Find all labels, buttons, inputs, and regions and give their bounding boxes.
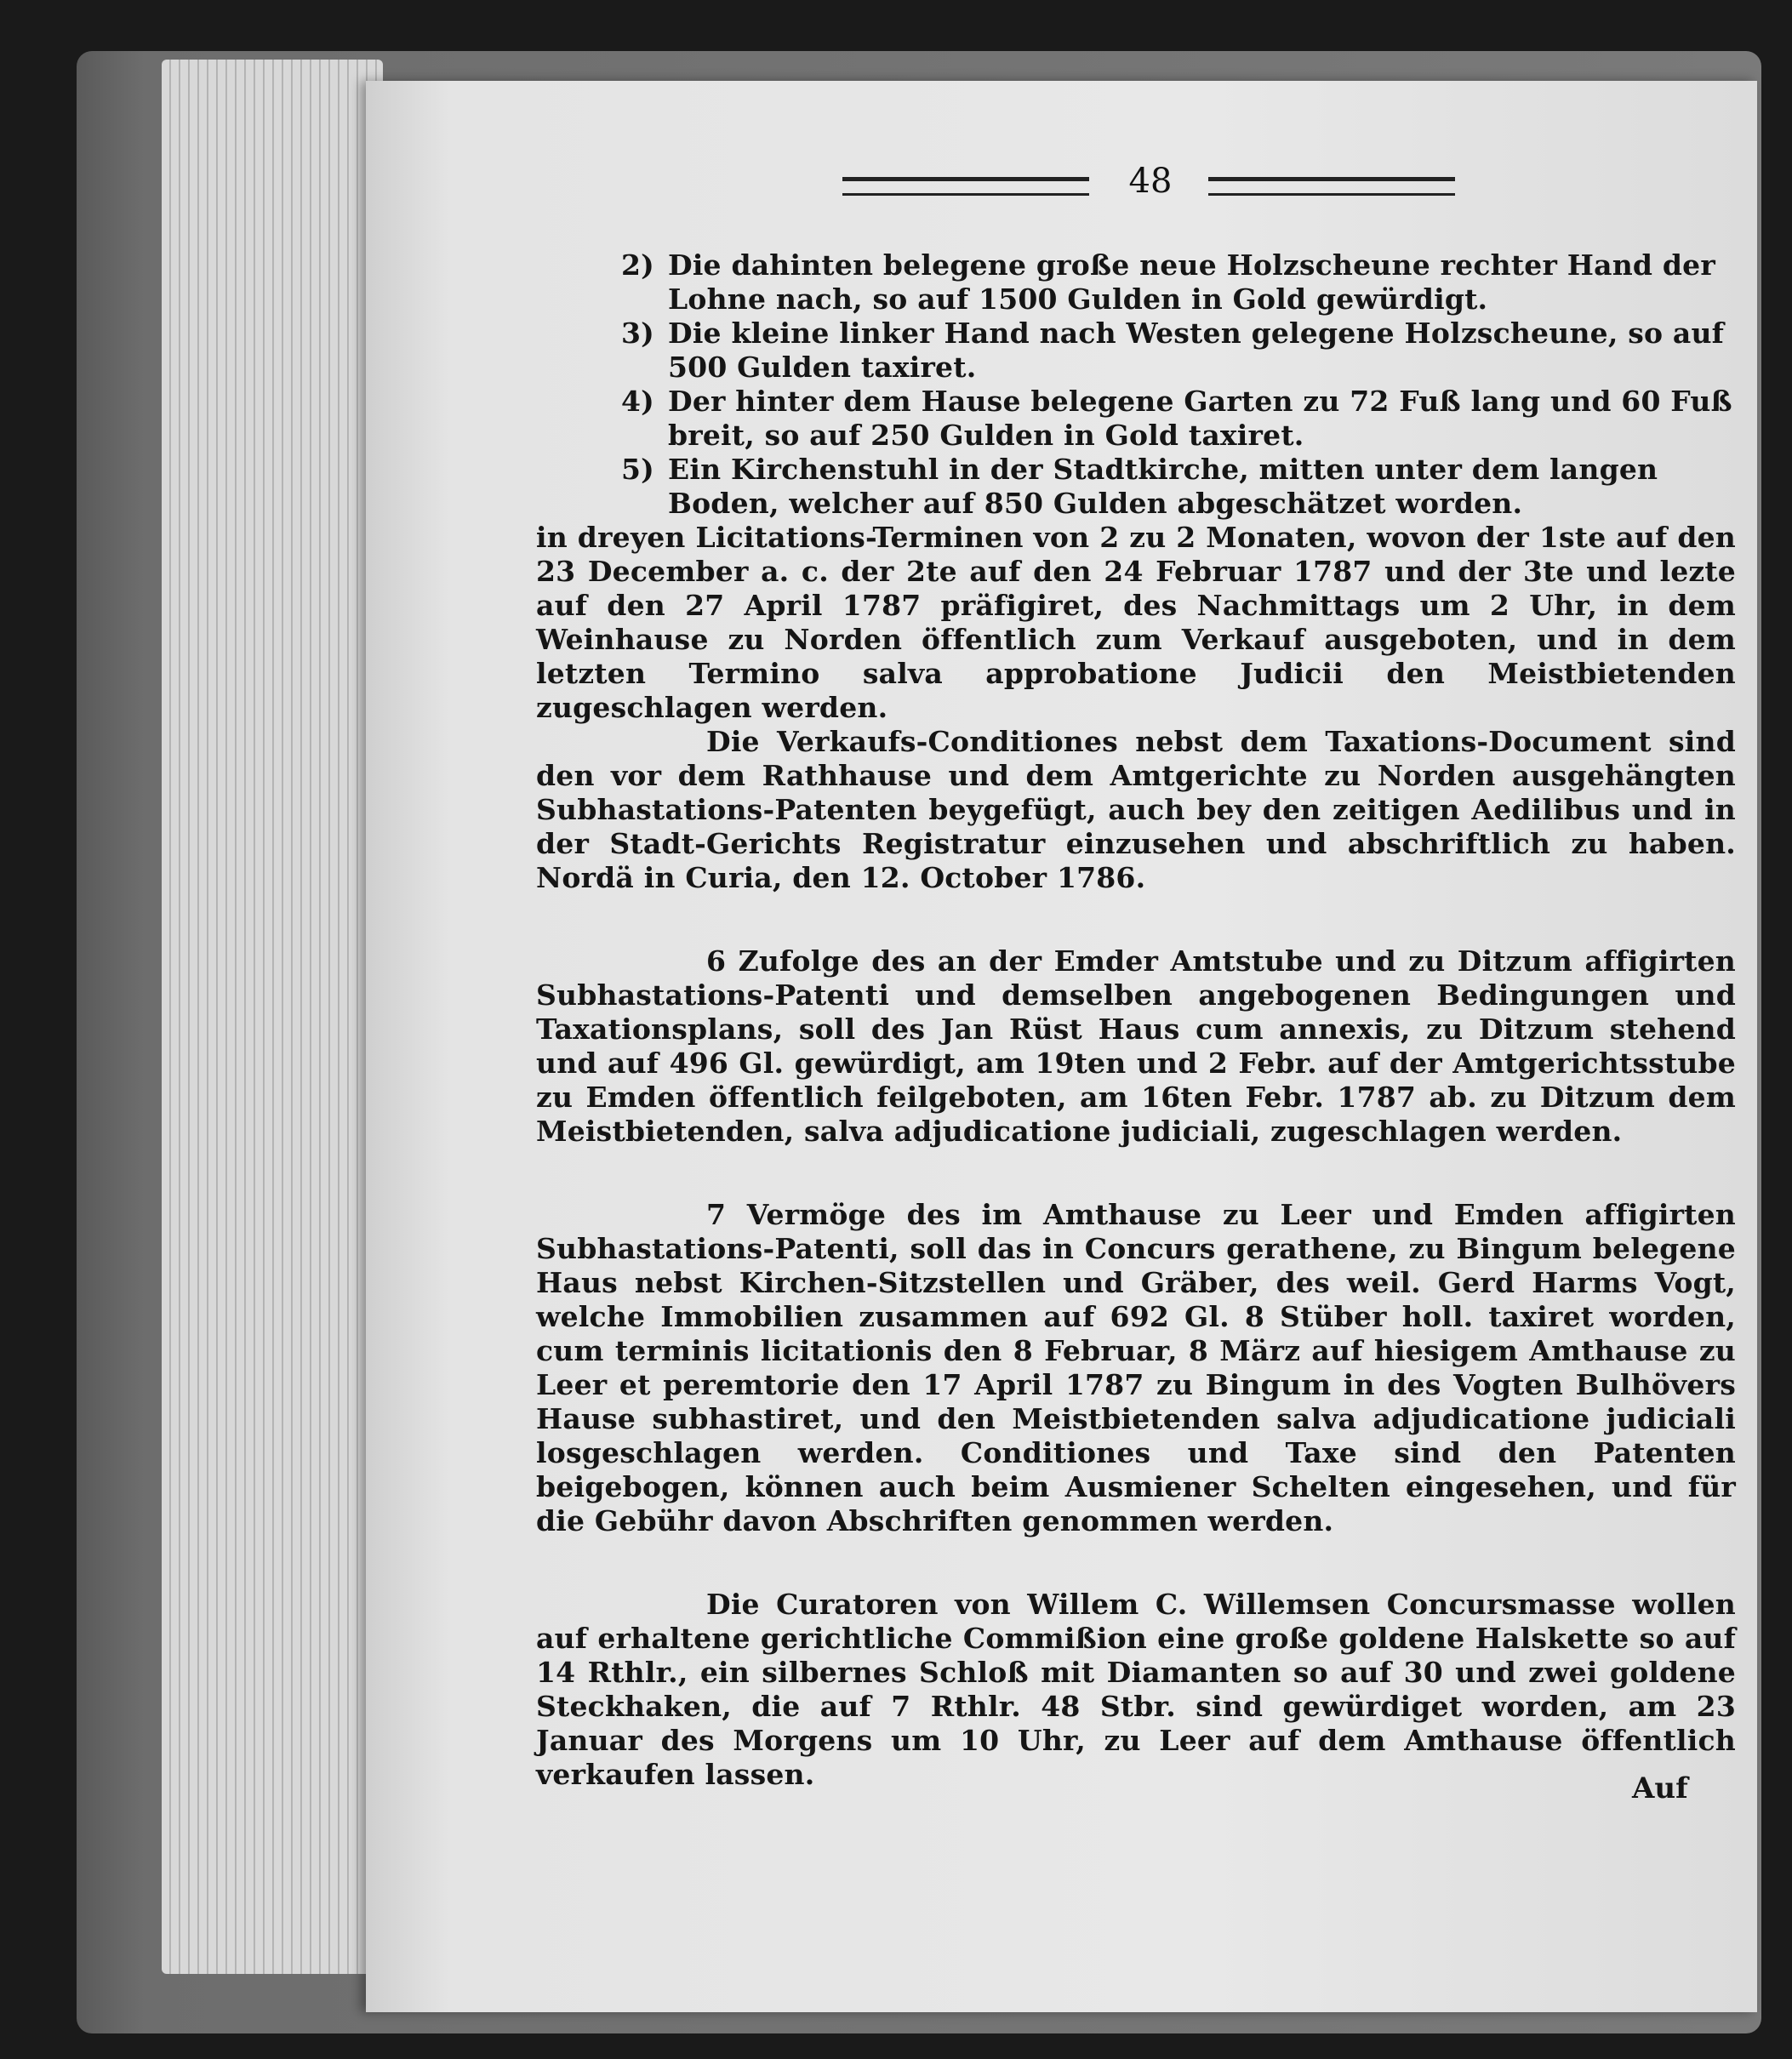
page-body xyxy=(536,248,1736,1792)
header-rule-right xyxy=(1208,177,1455,196)
spacer xyxy=(536,1149,1736,1198)
header-rule-left xyxy=(842,177,1089,196)
paragraph-auction-terms: in dreyen Licitations-Terminen von 2 zu 2 Monaten, wovon der 1ste auf den 23 December a. c. der 2te auf den 24 Februar 1787 und der 3te und lezte auf den 27 April 1787 präfigiret, des Nachmittags um 2 Uhr, in dem Weinhause zu Norden öffentlich zum Verkauf ausgeboten, und in dem letzten Termino salva approbatione Judicii den Meistbietenden zugeschlagen werden. xyxy=(536,521,1736,724)
page-header xyxy=(842,162,1455,211)
item-number: 5) xyxy=(621,453,654,486)
paragraph-conditions: Die Verkaufs-Conditiones nebst dem Taxations-Document sind den vor dem Rathhause und dem Amtgerichte zu Norden ausgehängten Subhastations-Patenten beygefügt, auch bey den zeitigen Aedilibus und in der Stadt-Gerichts Registratur einzusehen und abschriftlich zu haben. Nordä in Curia, den 12. October 1786. xyxy=(536,725,1736,894)
list-item xyxy=(536,248,1736,317)
list-item xyxy=(536,385,1736,453)
list-item xyxy=(536,317,1736,385)
item-text: Die dahinten belegene große neue Holzscheune rechter Hand der Lohne nach, so auf 1500 Gulden in Gold gewürdigt. xyxy=(668,248,1715,316)
spacer xyxy=(536,895,1736,944)
item-number: 2) xyxy=(621,248,654,282)
page-number: 48 xyxy=(1128,162,1173,201)
list-item xyxy=(536,453,1736,521)
page-edges xyxy=(162,60,383,1974)
paragraph-notice-6: 6 Zufolge des an der Emder Amtstube und zu Ditzum affigirten Subhastations-Patenti und demselben angebogenen Bedingungen und Taxationsplans, soll des Jan Rüst Haus cum annexis, zu Ditzum stehend und auf 496 Gl. gewürdigt, am 19ten und 2 Febr. auf der Amtgerichtsstube zu Emden öffentlich feilgeboten, am 16ten Febr. 1787 ab. zu Ditzum dem Meistbietenden, salva adjudicatione judiciali, zugeschlagen werden. xyxy=(536,944,1736,1148)
item-number: 4) xyxy=(621,385,654,418)
paragraph-notice-7: 7 Vermöge des im Amthause zu Leer und Emden affigirten Subhastations-Patenti, soll das in Concurs gerathene, zu Bingum belegene Haus nebst Kirchen-Sitzstellen und Gräber, des weil. Gerd Harms Vogt, welche Immobilien zusammen auf 692 Gl. 8 Stüber holl. taxiret worden, cum terminis licitationis den 8 Februar, 8 März auf hiesigem Amthause zu Leer et peremtorie den 17 April 1787 zu Bingum in des Vogten Bulhövers Hause subhastiret, und den Meistbietenden salva adjudicatione judiciali losgeschlagen werden. Conditiones und Taxe sind den Patenten beigebogen, können auch beim Ausmiener Schelten eingesehen, und für die Gebühr davon Abschriften genommen werden. xyxy=(536,1198,1736,1537)
catchword: Auf xyxy=(1632,1771,1688,1805)
item-text: Ein Kirchenstuhl in der Stadtkirche, mitten unter dem langen Boden, welcher auf 850 Gulden abgeschätzet worden. xyxy=(668,453,1658,520)
item-text: Die kleine linker Hand nach Westen gelegene Holzscheune, so auf 500 Gulden taxiret. xyxy=(668,317,1725,384)
item-number: 3) xyxy=(621,317,654,350)
spacer xyxy=(536,1538,1736,1588)
paragraph-curators: Die Curatoren von Willem C. Willemsen Concursmasse wollen auf erhaltene gerichtliche Commißion eine große goldene Halskette so auf 14 Rthlr., ein silbernes Schloß mit Diamanten so auf 30 und zwei goldene Steckhaken, die auf 7 Rthlr. 48 Stbr. sind gewürdiget worden, am 23 Januar des Morgens um 10 Uhr, zu Leer auf dem Amthause öffentlich verkaufen lassen. xyxy=(536,1588,1736,1791)
item-text: Der hinter dem Hause belegene Garten zu 72 Fuß lang und 60 Fuß breit, so auf 250 Gulden in Gold taxiret. xyxy=(668,385,1732,452)
